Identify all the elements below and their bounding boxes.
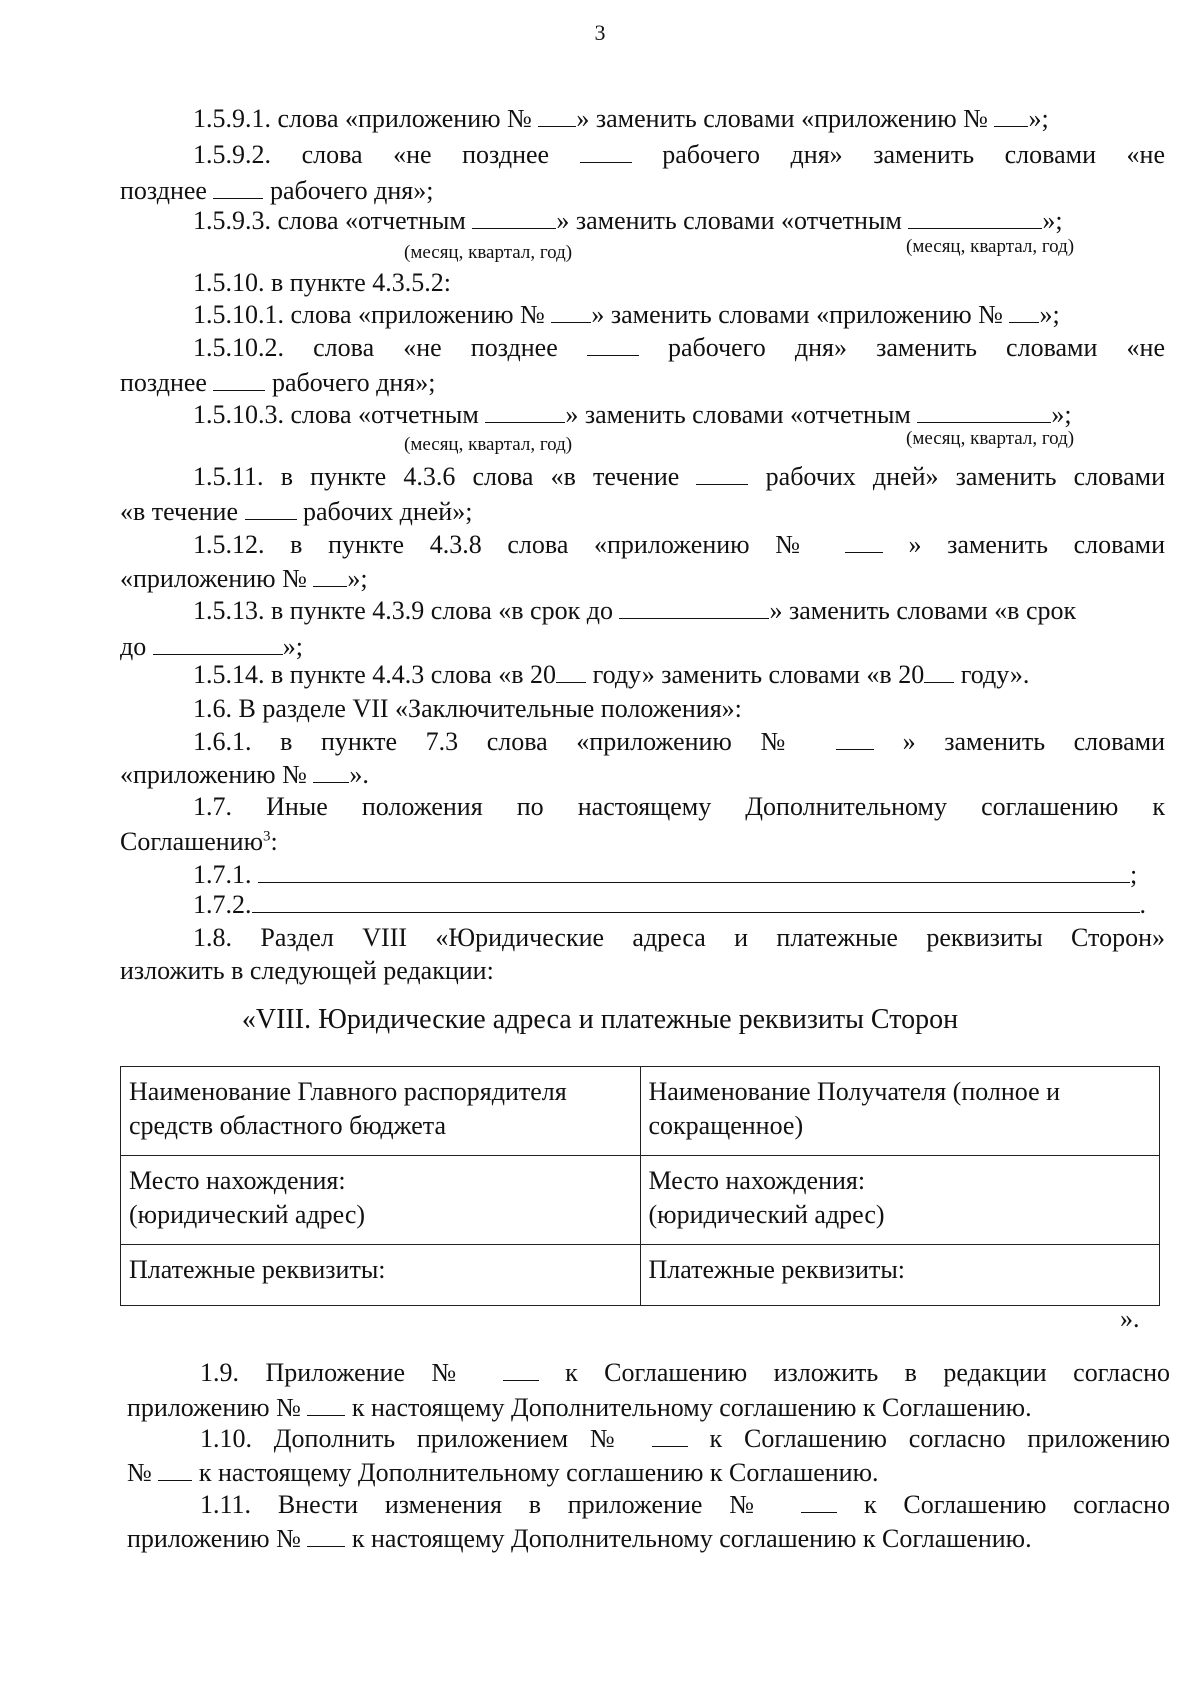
blank-field [213, 368, 265, 391]
clause-1-7-2: 1.7.2. . [193, 890, 1146, 919]
clause-1-8-cont: изложить в следующей редакции: [120, 956, 494, 985]
clause-1-7: 1.7. Иные положения по настоящему Дополнительному соглашению к [193, 792, 1165, 821]
blank-field [1009, 300, 1039, 323]
blank-field [924, 660, 954, 683]
blank-field [917, 400, 1051, 423]
clause-1-9: 1.9. Приложение № к Соглашению изложить в редакции согласно [200, 1358, 1171, 1387]
blank-field [696, 462, 748, 485]
table-cell: Наименование Главного распорядителя средств областного бюджета [121, 1067, 641, 1156]
blank-field [587, 333, 639, 356]
table-row [121, 1156, 1160, 1245]
section-title: «VIII. Юридические адреса и платежные реквизиты Сторон [241, 1004, 959, 1035]
blank-field [556, 660, 586, 683]
blank-field [836, 727, 874, 750]
clause-1-5-9-3: 1.5.9.3. слова «отчетным » заменить словами «отчетным »; [193, 206, 1063, 235]
clause-1-5-10-3: 1.5.10.3. слова «отчетным » заменить словами «отчетным »; [193, 400, 1072, 429]
page-number: 3 [594, 20, 606, 45]
clause-1-6-1-cont: «приложению № ». [120, 760, 369, 789]
clause-1-5-11: 1.5.11. в пункте 4.3.6 слова «в течение рабочих дней» заменить словами [193, 462, 1166, 491]
clause-1-5-12: 1.5.12. в пункте 4.3.8 слова «приложению № » заменить словами [193, 530, 1165, 559]
field-hint: (месяц, квартал, год) [906, 428, 1075, 449]
field-hint: (месяц, квартал, год) [404, 242, 573, 263]
clause-1-5-9-1: 1.5.9.1. слова «приложению № » заменить словами «приложению № »; [193, 104, 1049, 133]
blank-field [503, 1358, 539, 1381]
table-cell: Платежные реквизиты: [121, 1245, 641, 1306]
clause-1-5-10-1: 1.5.10.1. слова «приложению № » заменить словами «приложению № »; [193, 300, 1060, 329]
clause-1-5-9-2-cont: позднее рабочего дня»; [120, 176, 434, 205]
clause-1-5-11-cont: «в течение рабочих дней»; [120, 497, 473, 526]
blank-field [619, 596, 769, 619]
field-hint: (месяц, квартал, год) [906, 236, 1075, 257]
blank-field [652, 1424, 688, 1447]
blank-field [472, 206, 556, 229]
clause-1-11-cont: приложению № к настоящему Дополнительному соглашению к Соглашению. [127, 1524, 1032, 1553]
blank-field [258, 860, 1130, 883]
table-cell: Место нахождения: (юридический адрес) [640, 1156, 1160, 1245]
table-row [121, 1245, 1160, 1306]
clause-1-7-1: 1.7.1. ; [193, 860, 1138, 889]
clause-1-5-13: 1.5.13. в пункте 4.3.9 слова «в срок до » заменить словами «в срок [193, 596, 1077, 625]
clause-1-6-1: 1.6.1. в пункте 7.3 слова «приложению № » заменить словами [193, 727, 1166, 756]
clause-1-5-10: 1.5.10. в пункте 4.3.5.2: [193, 268, 452, 297]
blank-field [307, 1524, 345, 1547]
clause-1-10: 1.10. Дополнить приложением № к Соглашению согласно приложению [200, 1424, 1170, 1453]
clause-1-5-13-cont: до »; [120, 632, 303, 661]
clause-1-7-cont: Соглашению$^3$: [120, 827, 278, 856]
clause-1-6: 1.6. В разделе VII «Заключительные положения»: [193, 694, 742, 723]
clause-1-11: 1.11. Внести изменения в приложение № к Соглашению согласно [200, 1490, 1171, 1519]
clause-1-8: 1.8. Раздел VIII «Юридические адреса и платежные реквизиты Сторон» [193, 923, 1165, 952]
blank-field [252, 890, 1140, 913]
blank-field [485, 400, 565, 423]
blank-field [313, 564, 347, 587]
blank-field [551, 300, 591, 323]
blank-field [213, 176, 263, 199]
blank-field [580, 140, 632, 163]
clause-1-5-10-2: 1.5.10.2. слова «не позднее рабочего дня» заменить словами «не [193, 333, 1165, 362]
blank-field [307, 1393, 345, 1416]
clause-1-9-cont: приложению № к настоящему Дополнительному соглашению к Соглашению. [127, 1393, 1032, 1422]
clause-1-5-9-2: 1.5.9.2. слова «не позднее рабочего дня» заменить словами «не [193, 140, 1166, 169]
clause-1-10-cont: № к настоящему Дополнительному соглашению к Соглашению. [127, 1458, 879, 1487]
table-row [121, 1067, 1160, 1156]
clause-1-5-14: 1.5.14. в пункте 4.4.3 слова «в 20 году» заменить словами «в 20 году». [193, 660, 1030, 689]
blank-field [153, 632, 283, 655]
field-hint: (месяц, квартал, год) [404, 434, 573, 455]
blank-field [845, 530, 883, 553]
blank-field [313, 760, 349, 783]
requisites-table [120, 1066, 1160, 1306]
blank-field [994, 104, 1028, 127]
table-cell: Место нахождения: (юридический адрес) [121, 1156, 641, 1245]
table-cell: Наименование Получателя (полное и сокращенное) [640, 1067, 1160, 1156]
clause-1-5-12-cont: «приложению № »; [120, 564, 368, 593]
blank-field [158, 1458, 192, 1481]
clause-1-5-10-2-cont: позднее рабочего дня»; [120, 368, 436, 397]
blank-field [538, 104, 576, 127]
table-cell: Платежные реквизиты: [640, 1245, 1160, 1306]
blank-field [245, 497, 297, 520]
closing-quote: ». [1120, 1304, 1140, 1333]
blank-field [908, 206, 1042, 229]
blank-field [801, 1490, 837, 1513]
